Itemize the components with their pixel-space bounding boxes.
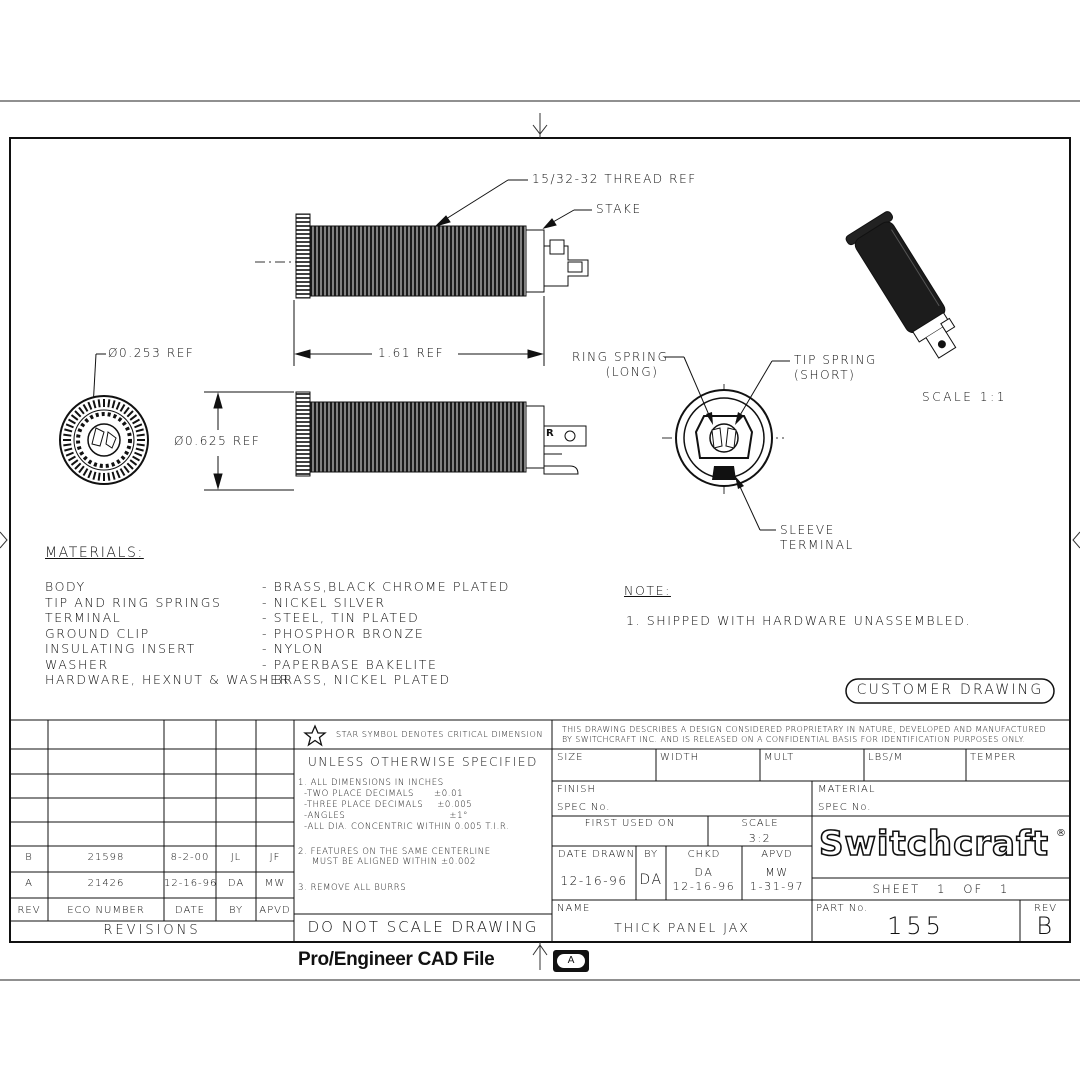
approved-value: MW 1-31-97 xyxy=(749,866,805,893)
part-no-label: PART No. xyxy=(816,903,869,914)
burrs-note: 3. REMOVE ALL BURRS xyxy=(298,883,407,893)
material-spec-label: SPEC No. xyxy=(818,802,872,813)
large-diameter-callout: Ø0.625 REF xyxy=(174,434,261,448)
finish-spec-label: SPEC No. xyxy=(557,802,611,813)
rev-row-b-eco: 21598 xyxy=(87,852,125,863)
materials-heading: MATERIALS: xyxy=(45,545,144,561)
switchcraft-logo: Switchcraft xyxy=(818,824,1050,864)
rev-row-b-rev: B xyxy=(25,852,33,863)
rev-row-b-apvd: JF xyxy=(269,852,281,863)
tolerance-notes: 1. ALL DIMENSIONS IN INCHES -TWO PLACE DECIMALS ±0.01 -THREE PLACE DECIMALS ±0.005 -ANGLES ±1° -ALL DIA. CONCENTRIC WITHIN 0.005 T.I.R. xyxy=(298,778,510,832)
size-label: SIZE xyxy=(557,752,584,763)
rev-header-by: BY xyxy=(228,905,244,916)
jack-rear-view xyxy=(662,357,790,530)
lbs-m-label: LBS/M xyxy=(868,752,904,763)
note-heading: NOTE: xyxy=(624,583,671,598)
name-label: NAME xyxy=(557,903,591,914)
sheet-tag: A xyxy=(567,955,575,966)
rev-header-date: DATE xyxy=(174,905,205,916)
r-mark: R xyxy=(546,428,556,439)
unless-specified: UNLESS OTHERWISE SPECIFIED xyxy=(308,755,538,769)
jack-top-view xyxy=(255,214,588,298)
stake-callout: STAKE xyxy=(596,202,642,216)
mult-label: MULT xyxy=(764,752,795,763)
temper-label: TEMPER xyxy=(970,752,1017,763)
material-label: MATERIAL xyxy=(818,784,876,795)
apvd-label: APVD xyxy=(761,849,793,860)
part-number: 155 xyxy=(887,912,945,940)
rev-header-eco: ECO NUMBER xyxy=(67,905,145,916)
star-icon xyxy=(305,726,325,745)
revisions-title: REVISIONS xyxy=(103,923,201,938)
part-name: THICK PANEL JAX xyxy=(614,920,750,935)
rev-header-rev: REV xyxy=(17,905,41,916)
tip-spring-callout: TIP SPRING (SHORT) xyxy=(794,353,877,382)
customer-drawing-label: CUSTOMER DRAWING xyxy=(856,682,1044,698)
rev-row-b-date: 8-2-00 xyxy=(170,852,210,863)
checked-value: DA 12-16-96 xyxy=(672,866,736,893)
scale-value: 3:2 xyxy=(748,832,772,845)
date-drawn-label: DATE DRAWN xyxy=(558,849,636,860)
materials-parts: BODY TIP AND RING SPRINGS TERMINAL GROUND CLIP INSULATING INSERT WASHER HARDWARE, HEXNUT & WASHER xyxy=(45,579,290,687)
scale-label: SCALE xyxy=(741,818,779,829)
rev-row-a-rev: A xyxy=(25,878,33,889)
sheet-label: SHEET 1 OF 1 xyxy=(872,882,1010,896)
iso-scale-label: SCALE 1:1 xyxy=(922,390,1007,404)
rev-row-a-apvd: MW xyxy=(264,878,286,889)
jack-bottom-view xyxy=(296,392,586,476)
rev-row-a-date: 12-16-96 xyxy=(164,878,218,889)
rev-row-a-by: DA xyxy=(227,878,245,889)
drawn-by-value: DA xyxy=(639,872,663,888)
first-used-on-label: FIRST USED ON xyxy=(584,818,676,829)
centerline-note: 2. FEATURES ON THE SAME CENTERLINE MUST BE ALIGNED WITHIN ±0.002 xyxy=(298,847,491,867)
width-label: WIDTH xyxy=(660,752,700,763)
length-dimension: 1.61 REF xyxy=(378,346,445,360)
jack-isometric-view xyxy=(845,210,970,366)
rev-row-b-by: JL xyxy=(230,852,242,863)
date-drawn-value: 12-16-96 xyxy=(560,874,628,888)
rev-row-a-eco: 21426 xyxy=(87,878,125,889)
rev-value: B xyxy=(1036,912,1054,940)
materials-values: - BRASS,BLACK CHROME PLATED - NICKEL SILVER - STEEL, TIN PLATED - PHOSPHOR BRONZE - NYLON - PAPERBASE BAKELITE - BRASS, NICKEL PLATED xyxy=(262,579,510,687)
by-label: BY xyxy=(643,849,659,860)
chkd-label: CHKD xyxy=(687,849,721,860)
finish-label: FINISH xyxy=(557,784,596,795)
small-diameter-callout: Ø0.253 REF xyxy=(108,346,195,360)
note-text: 1. SHIPPED WITH HARDWARE UNASSEMBLED. xyxy=(626,613,972,628)
rev-label: REV xyxy=(1034,903,1058,914)
sleeve-terminal-callout: SLEEVE TERMINAL xyxy=(780,523,854,552)
registered-mark-icon: ® xyxy=(1056,828,1066,839)
ring-spring-callout: RING SPRING (LONG) xyxy=(572,350,669,379)
cad-file-caption: Pro/Engineer CAD File xyxy=(298,949,495,970)
star-note: STAR SYMBOL DENOTES CRITICAL DIMENSION xyxy=(336,730,544,739)
rev-header-apvd: APVD xyxy=(259,905,291,916)
jack-front-view xyxy=(60,396,148,484)
do-not-scale: DO NOT SCALE DRAWING xyxy=(307,918,539,936)
thread-callout: 15/32-32 THREAD REF xyxy=(532,172,697,186)
proprietary-notice: THIS DRAWING DESCRIBES A DESIGN CONSIDERED PROPRIETARY IN NATURE, DEVELOPED AND MANUFACTURED BY SWITCHCRAFT INC. AND IS RELEASED ON A CONFIDENTIAL BASIS FOR IDENTIFICATION PURPOSES ONLY. xyxy=(562,725,1047,744)
